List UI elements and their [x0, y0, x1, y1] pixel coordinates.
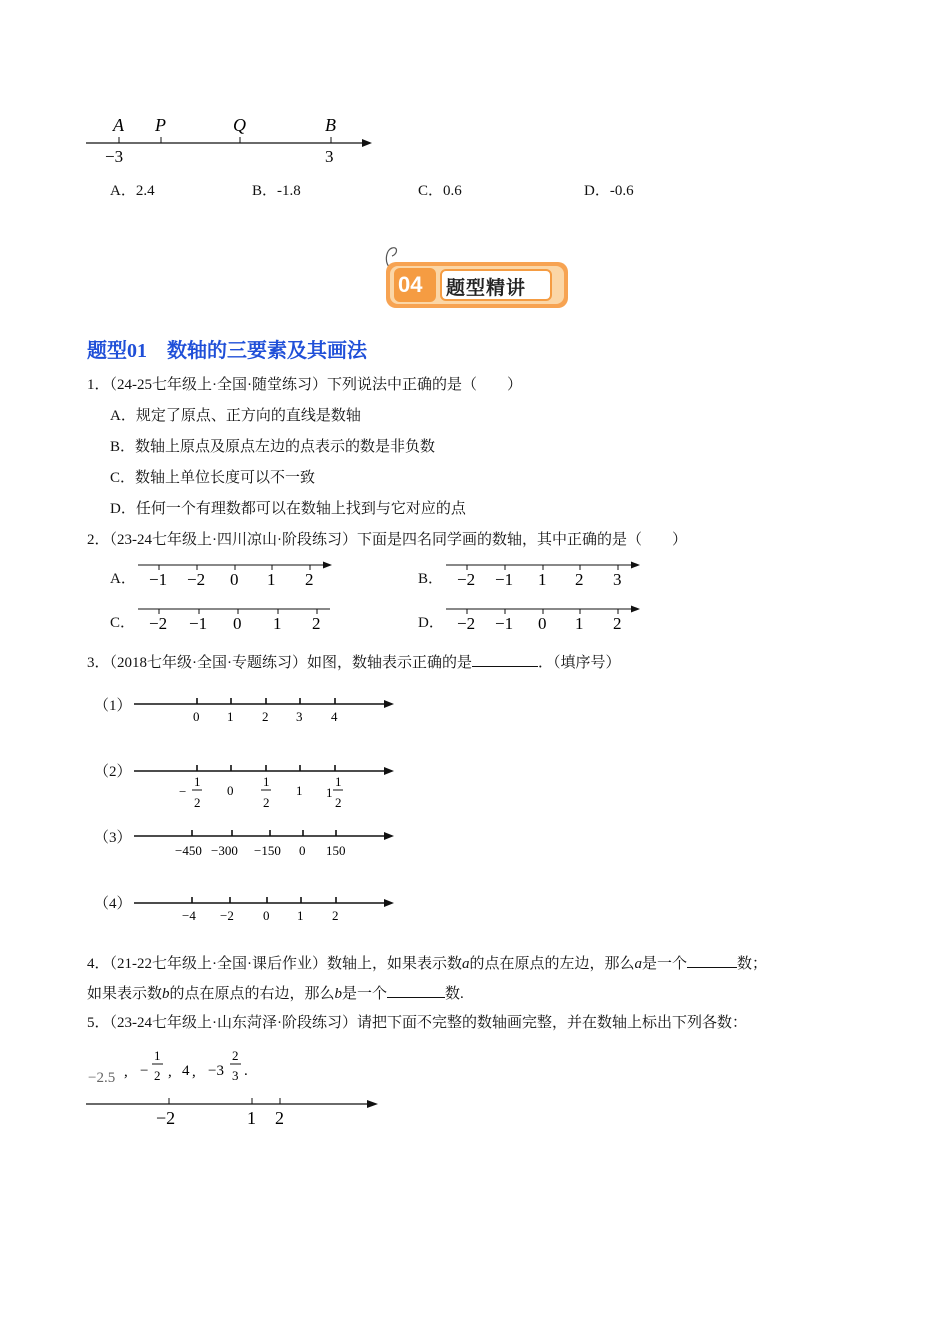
question-2-option-b-letter: B．: [418, 571, 444, 587]
point-Q-label: Q: [233, 115, 246, 135]
tick-label: 1: [538, 570, 547, 589]
axis-3: [130, 822, 400, 862]
tick-label: 3: [296, 709, 303, 724]
tick-label: 0: [227, 783, 234, 798]
tick-label: 2: [575, 570, 584, 589]
point-B-label: B: [325, 115, 336, 135]
tick-label: 1: [575, 614, 584, 633]
question-3-stem: 3．（2018七年级·全国·专题练习）如图，数轴表示正确的是 ．（填序号）: [87, 652, 621, 672]
section-banner: [386, 262, 568, 308]
question-4-line-2: 如果表示数b的点在原点的右边，那么b是一个 数.: [87, 983, 464, 1003]
tick-label: −1: [495, 570, 514, 589]
svg-text:,: ,: [168, 1064, 172, 1080]
svg-text:3: 3: [232, 1068, 239, 1083]
choice-d: D．-0.6: [584, 183, 634, 199]
question-5-axis: [84, 1090, 384, 1134]
tick-label: 2: [613, 614, 622, 633]
axis-3-label: （3）: [94, 830, 132, 846]
number-negative-2-5: −2.5: [88, 1070, 116, 1086]
question-2-option-d-letter: D．: [418, 615, 444, 631]
question-2-option-a-letter: A．: [110, 571, 136, 587]
choice-c: C．0.6: [418, 183, 462, 199]
svg-text:.: .: [244, 1063, 248, 1079]
tick-label: 2: [275, 1108, 284, 1128]
question-1-option-b: B．数轴上原点及原点左边的点表示的数是非负数: [110, 439, 436, 455]
question-1-option-d: D．任何一个有理数都可以在数轴上找到与它对应的点: [110, 501, 466, 517]
svg-text:2: 2: [232, 1048, 239, 1063]
tick-label: 0: [233, 614, 242, 633]
tick-label: −300: [211, 843, 238, 858]
banner-label: 题型精讲: [446, 277, 527, 299]
tick-label: −3: [105, 147, 124, 166]
question-5-stem: 5．（23-24七年级上·山东菏泽·阶段练习）请把下面不完整的数轴画完整，并在数轴上标出下列各数：: [87, 1015, 747, 1031]
axis-2: [130, 757, 400, 817]
question-4-line-1: 4．（21-22七年级上·全国·课后作业）数轴上，如果表示数a的点在原点的左边，那么a是一个 数；: [87, 953, 767, 973]
svg-text:−: −: [140, 1063, 149, 1079]
banner-number: 04: [398, 272, 423, 297]
tick-label: 2: [312, 614, 321, 633]
axis-4: [130, 889, 400, 929]
question-1-option-c: C．数轴上单位长度可以不一致: [110, 470, 316, 486]
tick-label: −2: [187, 570, 206, 589]
choice-b: B．-1.8: [252, 183, 301, 199]
axis-1: [130, 690, 400, 730]
tick-label: 0: [299, 843, 306, 858]
svg-text:−: −: [179, 784, 187, 799]
svg-text:1: 1: [154, 1048, 161, 1063]
number-4: 4: [182, 1063, 190, 1079]
tick-label: 1: [273, 614, 282, 633]
tick-label: −2: [457, 570, 476, 589]
top-number-axis: [80, 110, 380, 170]
axis-4-label: （4）: [94, 896, 132, 912]
question-2-option-b-axis: [444, 556, 644, 592]
axis-2-label: （2）: [94, 764, 132, 780]
svg-text:,: ,: [192, 1064, 196, 1080]
tick-label: 2: [262, 709, 269, 724]
tick-label: 1: [247, 1108, 256, 1128]
question-5-numbers: [86, 1040, 286, 1090]
tick-label: −1: [189, 614, 208, 633]
svg-text:−3: −3: [208, 1063, 224, 1079]
tick-label: 150: [326, 843, 346, 858]
tick-label: 0: [230, 570, 239, 589]
tick-label: −2: [220, 908, 234, 923]
tick-label: −2: [457, 614, 476, 633]
svg-text:2: 2: [335, 795, 342, 810]
tick-label: −150: [254, 843, 281, 858]
svg-text:2: 2: [154, 1068, 161, 1083]
question-1-option-a: A．规定了原点、正方向的直线是数轴: [110, 408, 361, 424]
point-P-label: P: [155, 115, 166, 135]
tick-label: 1: [296, 783, 303, 798]
question-2-option-a-axis: [136, 556, 336, 592]
tick-label: 0: [193, 709, 200, 724]
svg-text:,: ,: [124, 1064, 128, 1080]
section-title: 题型01 数轴的三要素及其画法: [87, 340, 367, 362]
svg-text:1: 1: [335, 774, 342, 789]
tick-label: 4: [331, 709, 338, 724]
tick-label: −4: [182, 908, 196, 923]
question-2-option-c-letter: C．: [110, 615, 136, 631]
tick-label: −2: [149, 614, 168, 633]
tick-label: −450: [175, 843, 202, 858]
tick-label: 2: [305, 570, 314, 589]
question-2-option-c-axis: [136, 600, 336, 636]
answer-blank-1[interactable]: [687, 953, 737, 968]
tick-label: 0: [263, 908, 270, 923]
answer-blank-2[interactable]: [387, 983, 445, 998]
tick-label: 2: [332, 908, 339, 923]
choice-a: A．2.4: [110, 183, 155, 199]
tick-label: 3: [325, 147, 334, 166]
tick-label: 1: [297, 908, 304, 923]
tick-label: −1: [495, 614, 514, 633]
tick-label: −1: [149, 570, 168, 589]
tick-label: 1: [227, 709, 234, 724]
question-2-stem: 2．（23-24七年级上·四川凉山·阶段练习）下面是四名同学画的数轴，其中正确的是（ ）: [87, 532, 687, 548]
svg-text:2: 2: [263, 795, 270, 810]
svg-text:2: 2: [194, 795, 201, 810]
question-2-option-d-axis: [444, 600, 644, 636]
question-1-stem: 1．（24-25七年级上·全国·随堂练习）下列说法中正确的是（ ）: [87, 377, 522, 393]
answer-blank[interactable]: [472, 652, 538, 667]
tick-label: −2: [156, 1108, 176, 1128]
tick-label: 3: [613, 570, 622, 589]
tick-label: 0: [538, 614, 547, 633]
point-A-label: A: [113, 115, 124, 135]
axis-1-label: （1）: [94, 698, 132, 714]
svg-text:1: 1: [326, 785, 333, 800]
tick-label: 1: [267, 570, 276, 589]
svg-text:1: 1: [263, 774, 270, 789]
svg-text:1: 1: [194, 774, 201, 789]
